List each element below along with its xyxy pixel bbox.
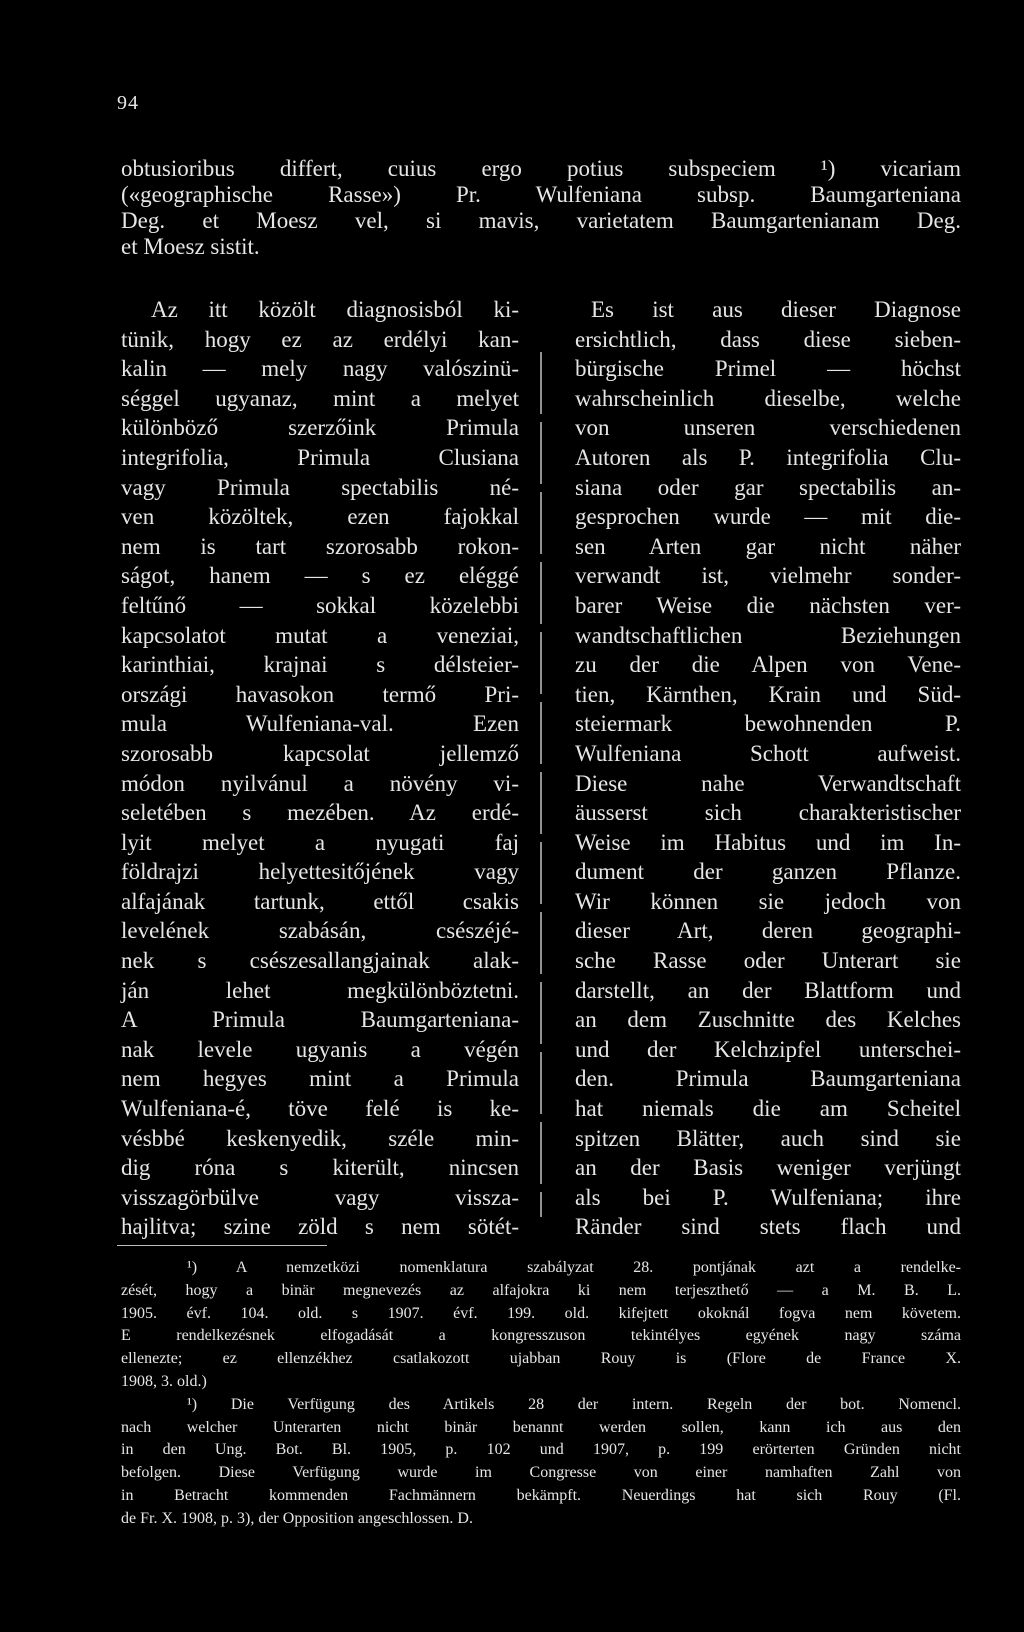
hungarian-column (121, 295, 519, 1242)
text-line: lyit melyet a nyugati faj (121, 829, 519, 855)
text-line: Es ist aus dieser Diagnose (591, 297, 961, 322)
footnote-line: de Fr. X. 1908, p. 3), der Opposition angeschlossen. D. (121, 1509, 473, 1527)
text-line: karinthiai, krajnai s délsteier- (121, 652, 519, 678)
text-line: ságot, hanem — s ez eléggé (121, 563, 519, 589)
text-line: dieser Art, deren geographi- (575, 918, 961, 944)
text-line: zu der die Alpen von Vene- (575, 652, 961, 678)
text-line: verwandt ist, vielmehr sonder- (575, 563, 961, 589)
text-line: an der Basis weniger verjüngt (575, 1155, 961, 1181)
text-line: séggel ugyanaz, mint a melyet (121, 385, 519, 411)
text-line: siana oder gar spectabilis an- (575, 474, 961, 500)
footnote-line: zését, hogy a binär megnevezés az alfajokra ki nem terjeszthető — a M. B. L. (121, 1281, 961, 1299)
text-line: spitzen Blätter, auch sind sie (575, 1125, 961, 1151)
text-line: integrifolia, Primula Clusiana (121, 444, 519, 470)
text-line: tien, Kärnthen, Krain und Süd- (575, 681, 961, 707)
text-line: et Moesz sistit. (121, 234, 260, 259)
text-line: bürgische Primel — höchst (575, 356, 961, 382)
text-line: wandtschaftlichen Beziehungen (575, 622, 961, 648)
text-line: vagy Primula spectabilis né- (121, 474, 519, 500)
text-line: steiermark bewohnenden P. (575, 711, 961, 737)
footnote-line: ¹) Die Verfügung des Artikels 28 der intern. Regeln der bot. Nomencl. (187, 1395, 961, 1413)
text-line: A Primula Baumgarteniana- (121, 1007, 519, 1033)
footnote-line: nach welcher Unterarten nicht binär benannt werden sollen, kann ich aus den (121, 1418, 961, 1436)
text-line: und der Kelchzipfel unterschei- (575, 1036, 961, 1062)
text-line: nem is tart szorosabb rokon- (121, 533, 519, 559)
text-line: ersichtlich, dass diese sieben- (575, 326, 961, 352)
text-line: gesprochen wurde — mit die- (575, 504, 961, 530)
text-line: dument der ganzen Pflanze. (575, 859, 961, 885)
footnote-line: in Betracht kommenden Fachmännern bekämpft. Neuerdings hat sich Rouy (Fl. (121, 1486, 961, 1504)
text-line: szorosabb kapcsolat jellemző (121, 740, 519, 766)
text-line: obtusioribus differt, cuius ergo potius subspeciem ¹) vicariam (121, 156, 961, 181)
text-line: seletében s mezében. Az erdé- (121, 800, 519, 826)
intro-paragraph (121, 156, 961, 260)
text-line: Deg. et Moesz vel, si mavis, varietatem Baumgartenianam Deg. (121, 208, 961, 233)
footnote-line: in den Ung. Bot. Bl. 1905, p. 102 und 1907, p. 199 erörterten Gründen nicht (121, 1441, 961, 1459)
footnotes (121, 1257, 961, 1531)
footnote-separator (117, 1245, 327, 1246)
text-line: hajlitva; szine zöld s nem sötét- (121, 1214, 519, 1240)
text-line: földrajzi helyettesitőjének vagy (121, 859, 519, 885)
text-line: dig róna s kiterült, nincsen (121, 1155, 519, 1181)
text-line: sen Arten gar nicht näher (575, 533, 961, 559)
text-line: hat niemals die am Scheitel (575, 1096, 961, 1122)
text-line: Wulfeniana Schott aufweist. (575, 740, 961, 766)
text-line: országi havasokon termő Pri- (121, 681, 519, 707)
text-line: ján lehet megkülönböztetni. (121, 977, 519, 1003)
text-line: tünik, hogy ez az erdélyi kan- (121, 326, 519, 352)
footnote-line: 1905. évf. 104. old. s 1907. évf. 199. old. kifejtett okoknál fogva nem követem. (121, 1304, 961, 1322)
column-divider (540, 352, 542, 1217)
text-line: darstellt, an der Blattform und (575, 977, 961, 1003)
text-line: alfajának tartunk, ettől csakis (121, 888, 519, 914)
text-line: módon nyilvánul a növény vi- (121, 770, 519, 796)
text-line: feltűnő — sokkal közelebbi (121, 592, 519, 618)
text-line: levelének szabásán, csészéjé- (121, 918, 519, 944)
text-line: Weise im Habitus und im In- (575, 829, 961, 855)
footnote-line: E rendelkezésnek elfogadását a kongresszuson tekintélyes egyének nagy száma (121, 1327, 961, 1345)
text-line: von unseren verschiedenen (575, 415, 961, 441)
footnote-line: ¹) A nemzetközi nomenklatura szabályzat 28. pontjának azt a rendelke- (187, 1259, 961, 1276)
text-line: ven közöltek, ezen fajokkal (121, 504, 519, 530)
text-line: Diese nahe Verwandtschaft (575, 770, 961, 796)
footnote-line: 1908, 3. old.) (121, 1372, 207, 1390)
text-line: Autoren als P. integrifolia Clu- (575, 444, 961, 470)
page-number: 94 (117, 92, 139, 114)
text-line: visszagörbülve vagy vissza- (121, 1184, 519, 1210)
text-line: Wir können sie jedoch von (575, 888, 961, 914)
text-line: an dem Zuschnitte des Kelches (575, 1007, 961, 1033)
text-line: Az itt közölt diagnosisból ki- (151, 297, 519, 322)
text-line: den. Primula Baumgarteniana (575, 1066, 961, 1092)
text-line: nak levele ugyanis a végén (121, 1036, 519, 1062)
text-line: kalin — mely nagy valószinü- (121, 356, 519, 382)
footnote-line: befolgen. Diese Verfügung wurde im Congresse von einer namhaften Zahl von (121, 1464, 961, 1482)
text-line: nem hegyes mint a Primula (121, 1066, 519, 1092)
text-line: különböző szerzőink Primula (121, 415, 519, 441)
text-line: vésbbé keskenyedik, széle min- (121, 1125, 519, 1151)
text-line: äusserst sich charakteristischer (575, 800, 961, 826)
text-line: als bei P. Wulfeniana; ihre (575, 1184, 961, 1210)
text-line: sche Rasse oder Unterart sie (575, 948, 961, 974)
german-column (575, 295, 961, 1242)
footnote-line: ellenezte; ez ellenzékhez csatlakozott ujabban Rouy is (Flore de France X. (121, 1350, 961, 1368)
text-line: Wulfeniana-é, töve felé is ke- (121, 1096, 519, 1122)
text-line: nek s csészesallangjainak alak- (121, 948, 519, 974)
text-line: kapcsolatot mutat a veneziai, (121, 622, 519, 648)
text-line: («geographische Rasse») Pr. Wulfeniana subsp. Baumgarteniana (121, 182, 961, 207)
text-line: Ränder sind stets flach und (575, 1214, 961, 1240)
text-line: wahrscheinlich dieselbe, welche (575, 385, 961, 411)
text-line: mula Wulfeniana-val. Ezen (121, 711, 519, 737)
text-line: barer Weise die nächsten ver- (575, 592, 961, 618)
